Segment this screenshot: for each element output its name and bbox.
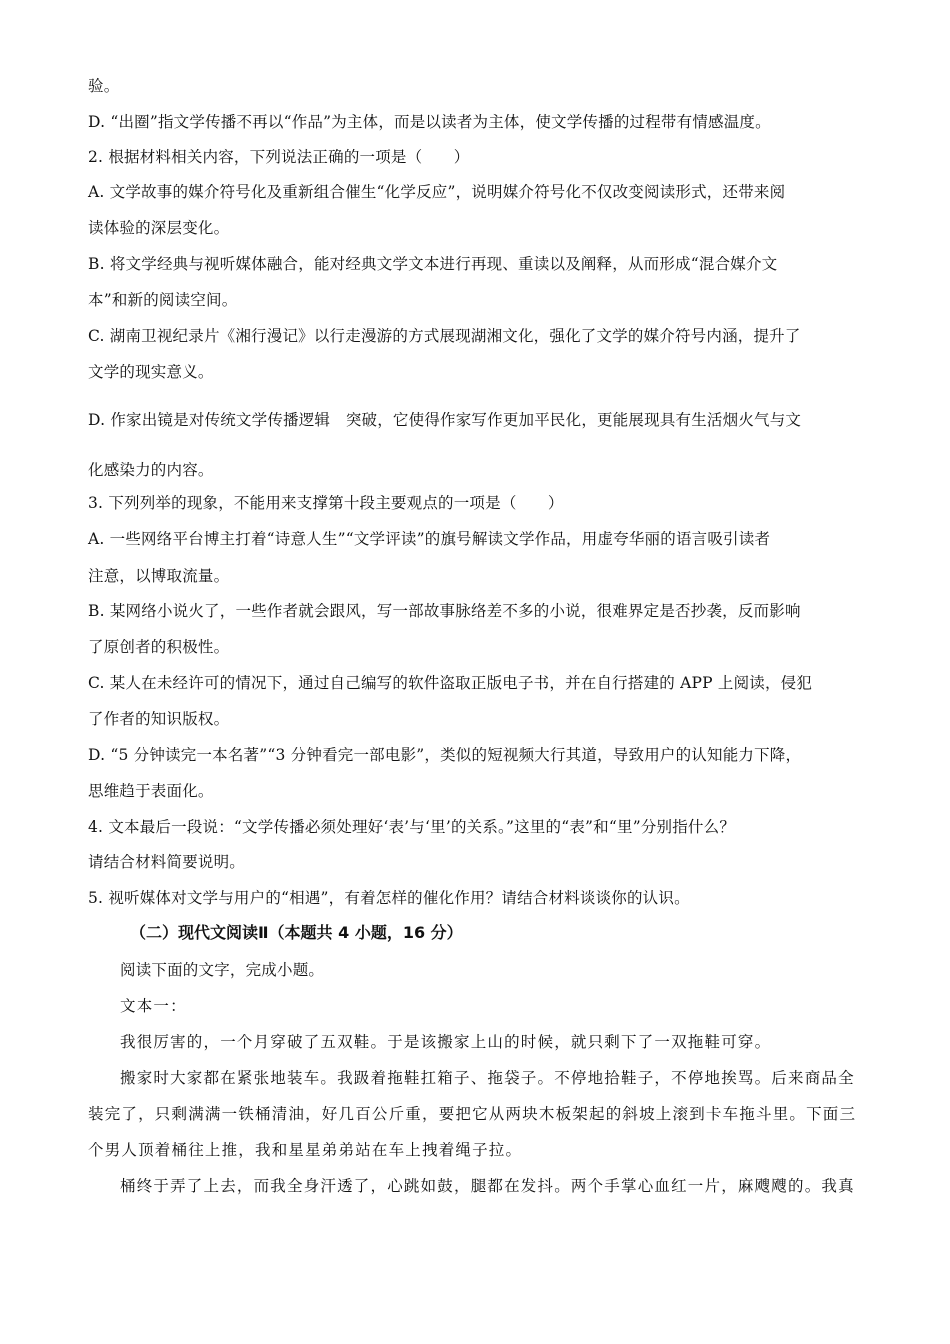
story-line: 装完了，只剩满满一铁桶清油，好几百公斤重，要把它从两块木板架起的斜坡上滚到卡车拖斗里。下面三 bbox=[88, 1105, 857, 1123]
question-5: 5. 视听媒体对文学与用户的“相遇”，有着怎样的催化作用？请结合材料谈谈你的认识。 bbox=[88, 889, 690, 907]
option-d-q2: D. 作家出镜是对传统文学传播逻辑 突破，它使得作家写作更加平民化，更能展现具有生活烟火气与文 bbox=[88, 411, 802, 429]
instruction: 阅读下面的文字，完成小题。 bbox=[120, 961, 325, 979]
text-line: 了原创者的积极性。 bbox=[88, 638, 230, 656]
text-line: 思维趋于表面化。 bbox=[88, 782, 214, 800]
question-2: 2. 根据材料相关内容，下列说法正确的一项是（ ） bbox=[88, 148, 470, 166]
option-c-q2: C. 湖南卫视纪录片《湘行漫记》以行走漫游的方式展现湖湘文化，强化了文学的媒介符号内涵，提升了 bbox=[88, 327, 801, 345]
text-line: 请结合材料简要说明。 bbox=[88, 853, 246, 871]
story-paragraph: 桶终于弄了上去，而我全身汗透了，心跳如鼓，腿都在发抖。两个手掌心血红一片，麻飕飕的。我真 bbox=[120, 1177, 855, 1195]
story-line: 个男人顶着桶往上推，我和星星弟弟站在车上拽着绳子拉。 bbox=[88, 1141, 523, 1159]
option-b-q3: B. 某网络小说火了，一些作者就会跟风，写一部故事脉络差不多的小说，很难界定是否抄袭，反而影响 bbox=[88, 602, 801, 620]
option-a-q3: A. 一些网络平台博主打着“诗意人生”“文学评读”的旗号解读文学作品，用虚夸华丽的语言吸引读者 bbox=[88, 530, 771, 548]
story-paragraph: 我很厉害的，一个月穿破了五双鞋。于是该搬家上山的时候，就只剩下了一双拖鞋可穿。 bbox=[120, 1033, 772, 1051]
option-a-q2: A. 文学故事的媒介符号化及重新组合催生“化学反应”，说明媒介符号化不仅改变阅读形式，还带来阅 bbox=[88, 183, 786, 201]
option-c-q3: C. 某人在未经许可的情况下，通过自己编写的软件盗取正版电子书，并在自行搭建的 APP 上阅读，侵犯 bbox=[88, 674, 813, 692]
text-line: 化感染力的内容。 bbox=[88, 461, 214, 479]
text-line: 验。 bbox=[88, 77, 120, 95]
text-line: 读体验的深层变化。 bbox=[88, 219, 230, 237]
text-label: 文本一： bbox=[120, 997, 187, 1015]
story-paragraph: 搬家时大家都在紧张地装车。我趿着拖鞋扛箱子、拖袋子。不停地拾鞋子，不停地挨骂。后来商品全 bbox=[120, 1069, 855, 1087]
text-line: 本”和新的阅读空间。 bbox=[88, 291, 238, 309]
text-line: 注意，以博取流量。 bbox=[88, 567, 230, 585]
question-3: 3. 下列列举的现象，不能用来支撑第十段主要观点的一项是（ ） bbox=[88, 494, 564, 512]
question-4: 4. 文本最后一段说：“文学传播必须处理好‘表’与‘里’的关系。”这里的“表”和“里”分别指什么？ bbox=[88, 818, 736, 836]
text-line: 了作者的知识版权。 bbox=[88, 710, 230, 728]
option-b-q2: B. 将文学经典与视听媒体融合，能对经典文学文本进行再现、重读以及阐释，从而形成“混合媒介文 bbox=[88, 255, 778, 273]
section-heading: （二）现代文阅读Ⅱ（本题共 4 小题，16 分） bbox=[130, 923, 463, 942]
text-line: 文学的现实意义。 bbox=[88, 363, 214, 381]
option-d-q1: D. “出圈”指文学传播不再以“作品”为主体，而是以读者为主体，使文学传播的过程带有情感温度。 bbox=[88, 113, 771, 131]
option-d-q3: D. “5 分钟读完一本名著”“3 分钟看完一部电影”，类似的短视频大行其道，导致用户的认知能力下降， bbox=[88, 746, 802, 764]
